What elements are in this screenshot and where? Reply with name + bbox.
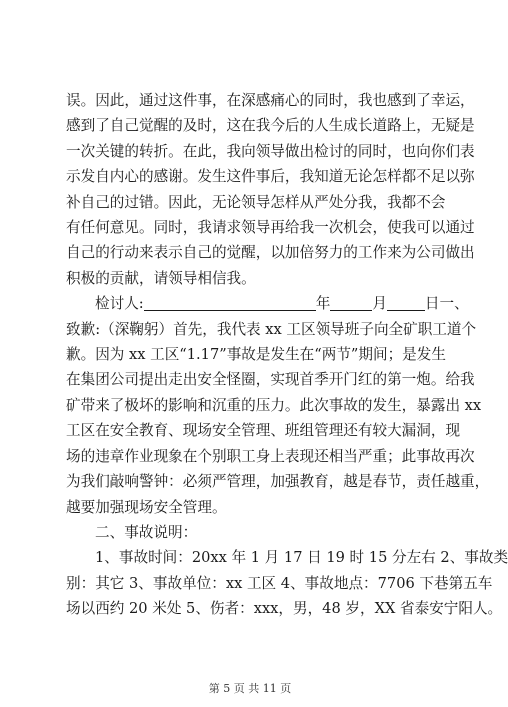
- paragraph-line: 示发自内心的感谢。发生这件事后，我知道无论怎样都不足以弥: [66, 168, 475, 186]
- paragraph-line: 歉。因为 xx 工区“1.17”事故是发生在“两节”期间；是发生: [66, 346, 446, 364]
- signature-blank: [144, 296, 316, 311]
- paragraph-line: 有任何意见。同时，我请求领导再给我一次机会，使我可以通过: [66, 219, 475, 237]
- paragraph-line: 工区在安全教育、现场安全管理、班组管理还有较大漏洞，现: [66, 422, 461, 440]
- paragraph-line: 误。因此，通过这件事，在深感痛心的同时，我也感到了幸运，: [66, 92, 475, 109]
- page-footer: 第 5 页 共 11 页: [208, 682, 292, 695]
- paragraph-line: 一次关键的转折。在此，我向领导做出检讨的同时，也向你们表: [66, 142, 475, 160]
- signature-label: 检讨人:: [95, 295, 144, 313]
- paragraph-line: 场的违章作业现象在个别职工身上表现还相当严重；此事故再次: [66, 447, 475, 465]
- signature-year: 年: [315, 295, 331, 313]
- paragraph-line: 补自己的过错。因此，无论领导怎样从严处分我，我都不会: [66, 193, 446, 211]
- paragraph-line: 积极的贡献，请领导相信我。: [66, 269, 256, 287]
- paragraph-line: 别：其它 3、事故单位：xx 工区 4、事故地点：7706 下巷第五车: [66, 574, 493, 592]
- signature-day: 日一、: [424, 295, 469, 313]
- section-heading: 二、事故说明：: [95, 523, 198, 541]
- paragraph-line: 1、事故时间：20xx 年 1 月 17 日 19 时 15 分左右 2、事故类: [95, 549, 508, 567]
- day-blank: [387, 296, 425, 311]
- month-blank: [330, 296, 372, 311]
- paragraph-line: 感到了自己觉醒的及时，这在我今后的人生成长道路上，无疑是: [66, 117, 475, 135]
- paragraph-line: 场以西约 20 米处 5、伤者：xxx，男，48 岁，XX 省泰安宁阳人。: [66, 600, 503, 618]
- paragraph-line: 在集团公司提出走出安全怪圈，实现首季开门红的第一炮。给我: [66, 371, 475, 389]
- signature-month: 月: [372, 295, 387, 313]
- signature-line: [66, 291, 469, 316]
- paragraph-line: 为我们敲响警钟：必须严管理，加强教育，越是春节，责任越重，: [66, 473, 490, 491]
- document-body: [66, 88, 508, 622]
- paragraph-line: 自己的行动来表示自己的觉醒，以加倍努力的工作来为公司做出: [66, 244, 475, 262]
- paragraph-line: 矿带来了极坏的影响和沉重的压力。此次事故的发生，暴露出 xx: [66, 396, 482, 414]
- paragraph-line: 致歉:（深鞠躬）首先，我代表 xx 工区领导班子向全矿职工道个: [66, 320, 477, 338]
- paragraph-line: 越要加强现场安全管理。: [66, 498, 227, 516]
